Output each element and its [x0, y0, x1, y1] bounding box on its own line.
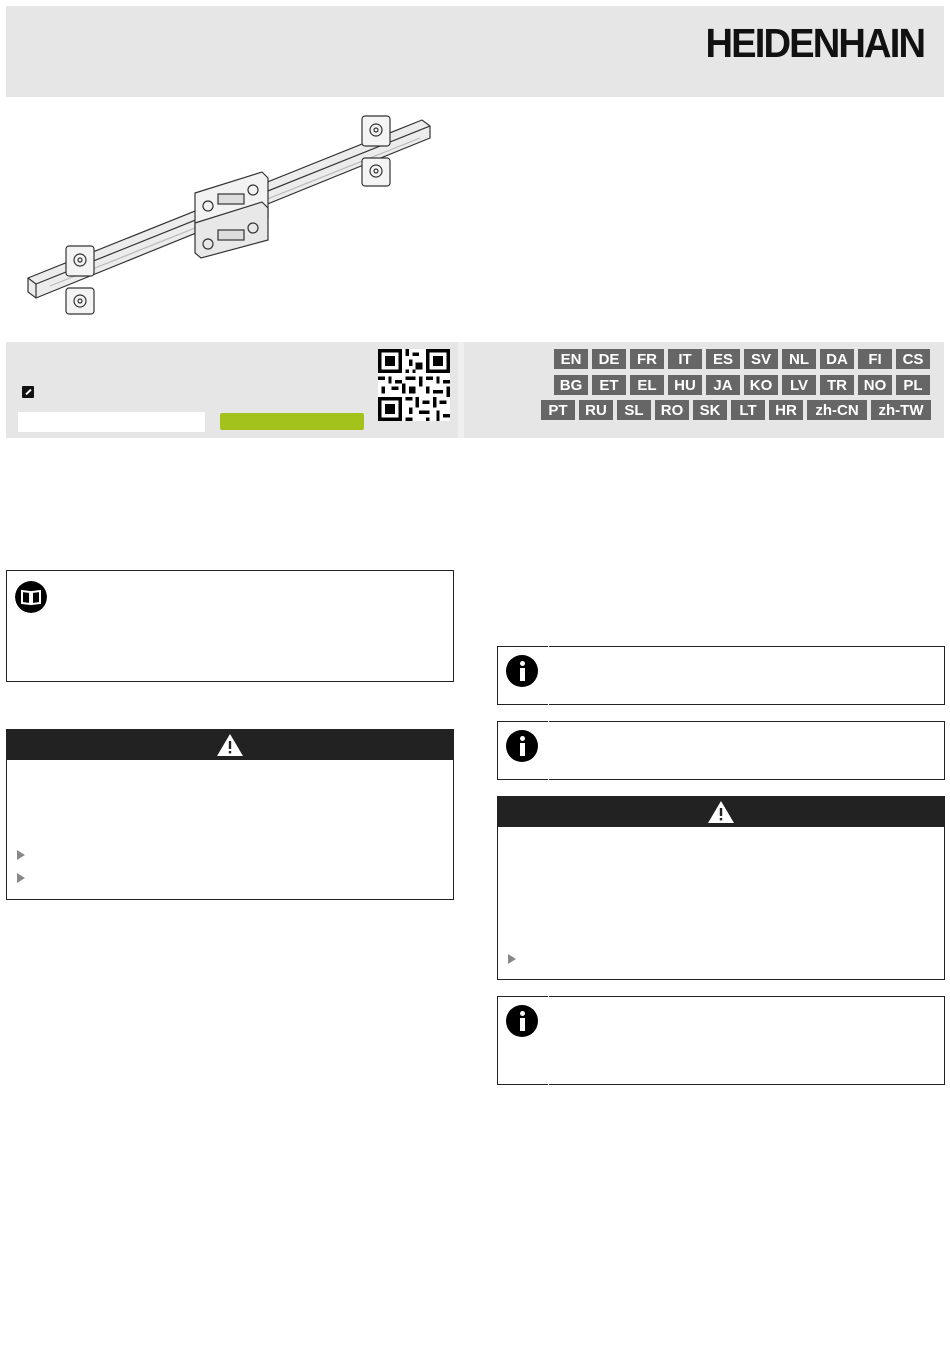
lang-button-hu[interactable]: HU [668, 375, 702, 395]
triangle-bullet-icon [17, 850, 25, 860]
lang-button-it[interactable]: IT [668, 349, 702, 369]
lang-button-et[interactable]: ET [592, 375, 626, 395]
lang-button-sv[interactable]: SV [744, 349, 778, 369]
book-icon [15, 581, 47, 613]
lang-button-ro[interactable]: RO [655, 400, 689, 420]
warning-header [498, 797, 944, 827]
lang-button-ko[interactable]: KO [744, 375, 778, 395]
info-icon [506, 1005, 538, 1037]
icon-column-gap [548, 996, 549, 1085]
accent-bar [220, 413, 364, 430]
triangle-bullet-icon [508, 954, 516, 964]
lang-button-zh-tw[interactable]: zh-TW [871, 400, 931, 420]
lang-button-cs[interactable]: CS [896, 349, 930, 369]
lang-button-pt[interactable]: PT [541, 400, 575, 420]
external-link-icon[interactable] [22, 386, 34, 398]
lang-button-fr[interactable]: FR [630, 349, 664, 369]
lang-button-ru[interactable]: RU [579, 400, 613, 420]
lang-button-bg[interactable]: BG [554, 375, 588, 395]
warning-box-right [497, 796, 945, 980]
lang-button-tr[interactable]: TR [820, 375, 854, 395]
info-note-box-1 [497, 646, 945, 705]
language-row-1 [554, 349, 930, 369]
header-band [6, 6, 944, 97]
product-illustration [20, 108, 440, 320]
heidenhain-logo: HEIDENHAIN [705, 20, 924, 66]
info-icon [506, 655, 538, 687]
language-row-3 [541, 400, 931, 420]
lang-button-pl[interactable]: PL [896, 375, 930, 395]
warning-header [7, 730, 453, 760]
lang-button-sk[interactable]: SK [693, 400, 727, 420]
warning-triangle-icon [707, 800, 735, 824]
documentation-note-box [6, 570, 454, 682]
lang-button-de[interactable]: DE [592, 349, 626, 369]
icon-column-gap [548, 721, 549, 780]
lang-button-da[interactable]: DA [820, 349, 854, 369]
warning-triangle-icon [216, 733, 244, 757]
triangle-bullet-icon [17, 873, 25, 883]
lang-button-no[interactable]: NO [858, 375, 892, 395]
lang-button-el[interactable]: EL [630, 375, 664, 395]
lang-button-lt[interactable]: LT [731, 400, 765, 420]
lang-button-fi[interactable]: FI [858, 349, 892, 369]
lang-button-sl[interactable]: SL [617, 400, 651, 420]
lang-button-nl[interactable]: NL [782, 349, 816, 369]
lang-button-ja[interactable]: JA [706, 375, 740, 395]
lang-button-es[interactable]: ES [706, 349, 740, 369]
qr-code[interactable] [378, 349, 450, 421]
icon-column-gap [548, 646, 549, 705]
warning-box-left [6, 729, 454, 900]
lang-button-hr[interactable]: HR [769, 400, 803, 420]
language-row-2 [554, 375, 930, 395]
info-note-box-3 [497, 996, 945, 1085]
lang-button-en[interactable]: EN [554, 349, 588, 369]
lang-button-lv[interactable]: LV [782, 375, 816, 395]
lang-button-zh-cn[interactable]: zh-CN [807, 400, 867, 420]
info-note-box-2 [497, 721, 945, 780]
text-field [18, 412, 205, 432]
info-icon [506, 730, 538, 762]
band-divider [458, 342, 464, 438]
